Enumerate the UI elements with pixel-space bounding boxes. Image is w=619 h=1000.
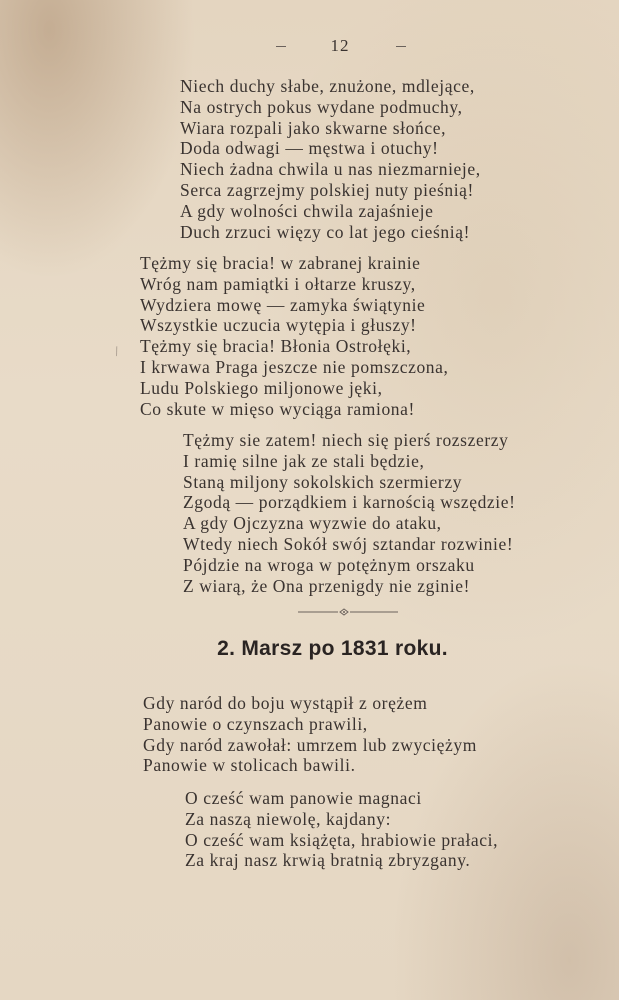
poem1-stanza-1 <box>180 76 481 242</box>
verse-line: Gdy naród do boju wystąpił z orężem <box>143 693 428 713</box>
verse-line: Gdy naród zawołał: umrzem lub zwyciężym <box>143 734 477 755</box>
verse-line: A gdy wolności chwila zajaśnieje <box>180 200 434 221</box>
verse-line: A gdy Ojczyzna wyzwie do ataku, <box>183 513 442 534</box>
poem1-stanza-3 <box>183 430 516 596</box>
verse-line: Wtedy niech Sokół swój sztandar rozwinie! <box>183 533 514 554</box>
verse-line: Tężmy się bracia! Błonia Ostrołęki, <box>140 336 412 357</box>
verse-line: Wydziera mowę — zamyka świątynie <box>140 294 426 315</box>
pencil-mark-icon: ⁄ <box>111 344 122 358</box>
verse-line: Staną miljony sokolskich szermierzy <box>183 471 463 492</box>
verse-line: Tężmy sie zatem! niech się pierś rozszerzy <box>183 430 509 450</box>
section-divider-ornament <box>298 606 398 618</box>
verse-line: Za naszą niewolę, kajdany: <box>185 808 392 829</box>
verse-line: Duch zrzuci więzy co lat jego cieśnią! <box>180 221 471 242</box>
verse-line: Niech żadna chwila u nas niezmarnieje, <box>180 159 481 180</box>
verse-line: Doda odwagi — męstwa i otuchy! <box>180 138 439 159</box>
verse-line: O cześć wam książęta, hrabiowie prałaci, <box>185 829 499 850</box>
verse-line: Wszystkie uczucia wytępia i głuszy! <box>140 315 417 336</box>
verse-line: Pójdzie na wroga w potężnym orszaku <box>183 554 475 575</box>
verse-line: Za kraj nasz krwią bratnią zbryzgany. <box>185 850 471 871</box>
verse-line: Ludu Polskiego miljonowe jęki, <box>140 377 383 398</box>
verse-line: Co skute w mięso wyciąga ramiona! <box>140 398 415 419</box>
header-dash-left <box>276 46 286 47</box>
verse-line: Panowie o czynszach prawili, <box>143 713 368 734</box>
verse-line: Wróg nam pamiątki i ołtarze kruszy, <box>140 273 416 294</box>
verse-line: Zgodą — porządkiem i karnością wszędzie! <box>183 492 516 513</box>
verse-line: Niech duchy słabe, znużone, mdlejące, <box>180 76 475 96</box>
poem1-stanza-2 <box>140 253 449 419</box>
poem2-title: 2. Marsz po 1831 roku. <box>217 637 448 660</box>
verse-line: Na ostrych pokus wydane podmuchy, <box>180 96 463 117</box>
poem2-stanza-2 <box>185 788 498 871</box>
verse-line: I krwawa Praga jeszcze nie pomszczona, <box>140 356 449 377</box>
verse-line: Serca zagrzejmy polskiej nuty pieśnią! <box>180 179 474 200</box>
verse-line: Wiara rozpali jako skwarne słońce, <box>180 117 447 138</box>
verse-line: Panowie w stolicach bawili. <box>143 755 356 776</box>
verse-line: Tężmy się bracia! w zabranej krainie <box>140 253 421 273</box>
page-number: 12 <box>330 36 350 55</box>
verse-line: Z wiarą, że Ona przenigdy nie zginie! <box>183 575 471 596</box>
poem2-stanza-1 <box>143 693 477 776</box>
page-header <box>0 36 619 56</box>
verse-line: I ramię silne jak ze stali będzie, <box>183 450 425 471</box>
verse-line: O cześć wam panowie magnaci <box>185 788 422 808</box>
header-dash-right <box>396 46 406 47</box>
